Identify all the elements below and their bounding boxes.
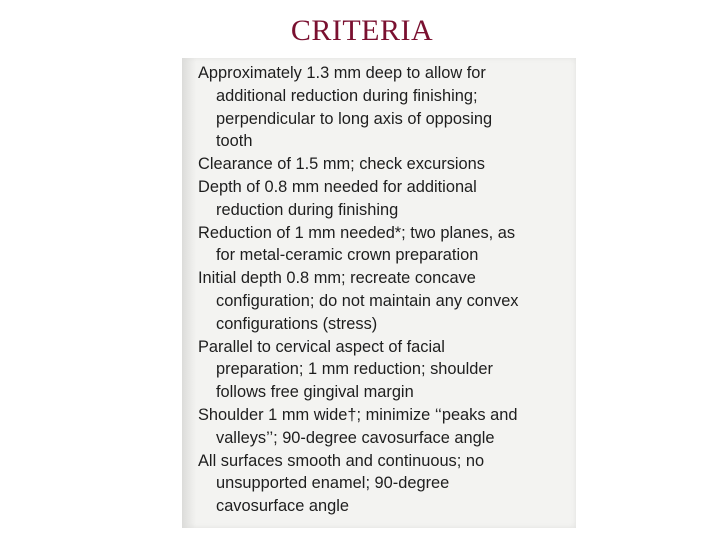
criteria-list xyxy=(198,62,573,518)
criteria-line: preparation; 1 mm reduction; shoulder xyxy=(216,360,493,379)
criteria-item-4 xyxy=(198,222,573,268)
criteria-item-5 xyxy=(198,267,573,335)
scanned-criteria-image xyxy=(182,58,576,528)
criteria-line: for metal-ceramic crown preparation xyxy=(216,246,479,265)
criteria-line: cavosurface angle xyxy=(216,497,350,516)
criteria-line: configurations (stress) xyxy=(216,314,378,333)
criteria-line: Parallel to cervical aspect of facial xyxy=(198,337,445,356)
criteria-line: Reduction of 1 mm needed*; two planes, as xyxy=(198,223,516,242)
criteria-line: Approximately 1.3 mm deep to allow for xyxy=(198,64,486,82)
criteria-line: follows free gingival margin xyxy=(216,383,414,402)
criteria-line: tooth xyxy=(216,132,253,151)
criteria-line: Shoulder 1 mm wide†; minimize ‘‘peaks and xyxy=(198,405,518,424)
criteria-line: valleys’’; 90-degree cavosurface angle xyxy=(216,428,495,447)
criteria-line: configuration; do not maintain any convex xyxy=(216,291,519,310)
criteria-item-6 xyxy=(198,336,573,404)
criteria-item-1 xyxy=(198,62,573,153)
criteria-line: additional reduction during finishing; xyxy=(216,86,478,105)
criteria-item-3 xyxy=(198,176,573,222)
criteria-item-7 xyxy=(198,404,573,450)
criteria-line: Clearance of 1.5 mm; check excursions xyxy=(198,155,485,174)
criteria-line: perpendicular to long axis of opposing xyxy=(216,109,493,128)
criteria-line: reduction during finishing xyxy=(216,200,399,219)
criteria-item-2 xyxy=(198,153,573,176)
criteria-line: Initial depth 0.8 mm; recreate concave xyxy=(198,269,476,288)
criteria-line: unsupported enamel; 90-degree xyxy=(216,474,450,493)
criteria-item-8 xyxy=(198,450,573,518)
slide-title: CRITERIA xyxy=(290,14,434,47)
criteria-line: Depth of 0.8 mm needed for additional xyxy=(198,177,477,196)
criteria-line: All surfaces smooth and continuous; no xyxy=(198,451,485,470)
